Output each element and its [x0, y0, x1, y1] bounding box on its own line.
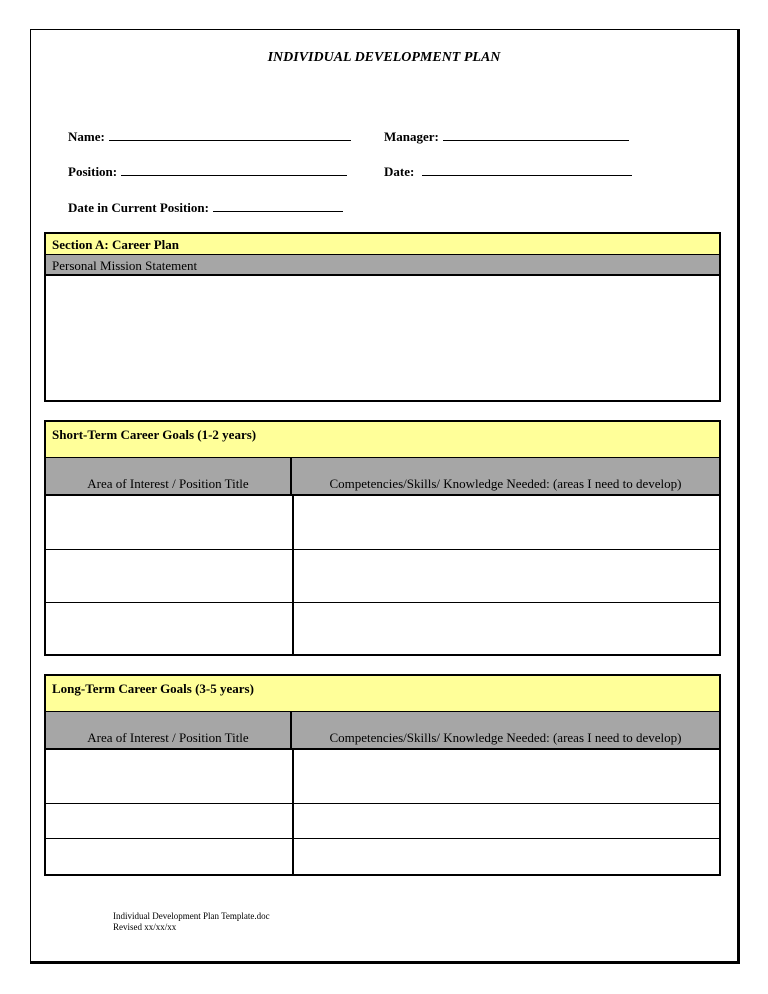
manager-label: Manager: [384, 129, 439, 144]
short-term-skills-cell[interactable] [292, 603, 719, 654]
short-term-title: Short-Term Career Goals (1-2 years) [46, 422, 719, 458]
long-term-title: Long-Term Career Goals (3-5 years) [46, 676, 719, 712]
short-term-skills-cell[interactable] [292, 550, 719, 602]
mission-statement-input[interactable] [46, 278, 719, 400]
footer-filename: Individual Development Plan Template.doc [113, 911, 270, 921]
long-term-skills-cell[interactable] [292, 839, 719, 874]
date-input-line[interactable] [422, 165, 632, 176]
short-term-area-cell[interactable] [46, 550, 294, 602]
section-a-title: Section A: Career Plan [46, 234, 719, 255]
manager-field[interactable] [384, 129, 629, 145]
position-input-line[interactable] [121, 165, 347, 176]
short-term-col-skills [292, 458, 719, 496]
short-term-col-area-label: Area of Interest / Position Title [87, 476, 249, 491]
manager-input-line[interactable] [443, 130, 629, 141]
position-field[interactable] [68, 164, 347, 180]
long-term-col-area-label: Area of Interest / Position Title [87, 730, 249, 745]
long-term-skills-cell[interactable] [292, 750, 719, 803]
document-footer [113, 911, 270, 933]
date-in-position-input-line[interactable] [213, 201, 343, 212]
long-term-goals-box [44, 674, 721, 876]
mission-statement-label: Personal Mission Statement [46, 255, 719, 276]
long-term-col-skills [292, 712, 719, 750]
short-term-goals-box [44, 420, 721, 656]
table-row [46, 804, 719, 839]
name-field[interactable] [68, 129, 351, 145]
long-term-area-cell[interactable] [46, 839, 294, 874]
name-input-line[interactable] [109, 130, 351, 141]
table-row [46, 603, 719, 654]
position-label: Position: [68, 164, 118, 179]
footer-revised: Revised xx/xx/xx [113, 922, 177, 932]
table-row [46, 750, 719, 804]
date-in-position-field[interactable] [68, 200, 343, 216]
short-term-area-cell[interactable] [46, 603, 294, 654]
name-label: Name: [68, 129, 105, 144]
document-title: INDIVIDUAL DEVELOPMENT PLAN [267, 50, 501, 65]
date-field[interactable] [384, 164, 632, 180]
long-term-col-skills-label: Competencies/Skills/ Knowledge Needed: (areas I need to develop) [329, 730, 682, 745]
short-term-skills-cell[interactable] [292, 496, 719, 549]
short-term-col-skills-label: Competencies/Skills/ Knowledge Needed: (areas I need to develop) [329, 476, 682, 491]
long-term-area-cell[interactable] [46, 804, 294, 838]
table-row [46, 550, 719, 603]
section-a-box [44, 232, 721, 402]
long-term-col-area [46, 712, 292, 750]
date-in-position-label: Date in Current Position: [68, 200, 209, 215]
date-label: Date: [384, 164, 415, 179]
long-term-area-cell[interactable] [46, 750, 294, 803]
short-term-col-area [46, 458, 292, 496]
short-term-area-cell[interactable] [46, 496, 294, 549]
table-row [46, 496, 719, 550]
table-row [46, 839, 719, 874]
long-term-skills-cell[interactable] [292, 804, 719, 838]
